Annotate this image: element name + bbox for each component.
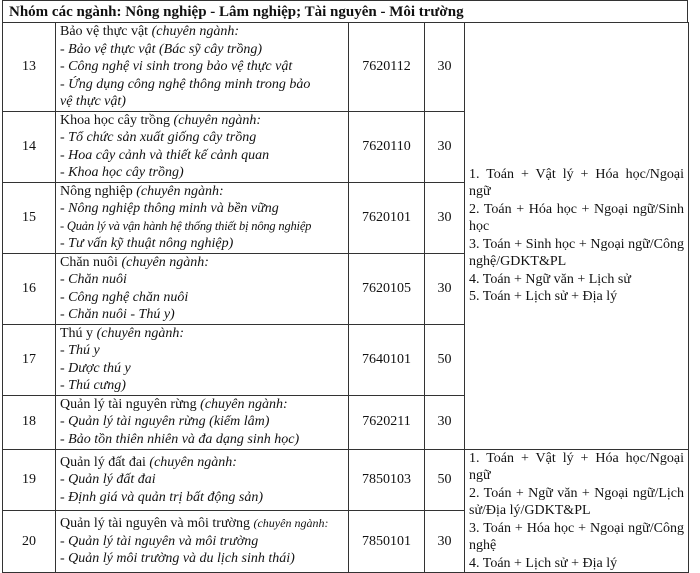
- subject-combinations-cell: [465, 449, 689, 573]
- row-number: 17: [3, 324, 56, 395]
- specialization-item: - Quản lý tài nguyên và môi trường: [60, 533, 259, 549]
- subject-combination: 3. Toán + Sinh học + Ngoại ngữ/Công nghệ/GDKT&PL: [469, 236, 684, 270]
- quota: 30: [425, 395, 465, 449]
- major-code: 7640101: [349, 324, 425, 395]
- specialization-item: - Quản lý môi trường và du lịch sinh thái): [60, 551, 295, 567]
- specialization-label: (chuyên ngành:: [96, 325, 185, 341]
- specialization-item: - Công nghệ chăn nuôi: [60, 289, 189, 305]
- specialization-item: - Công nghệ vi sinh trong bảo vệ thực vật: [60, 59, 293, 74]
- specialization-item: - Bảo tồn thiên nhiên và đa dạng sinh học): [60, 431, 300, 447]
- subject-combination: 2. Toán + Ngữ văn + Ngoại ngữ/Lịch sử/Địa lý/GDKT&PL: [469, 485, 684, 518]
- group-title: Nhóm các ngành: Nông nghiệp - Lâm nghiệp; Tài nguyên - Môi trường: [2, 0, 688, 22]
- major-name: Quản lý tài nguyên rừng: [60, 396, 197, 412]
- subject-combination: 4. Toán + Lịch sử + Địa lý: [469, 555, 618, 571]
- row-number: 16: [3, 253, 56, 324]
- major-cell: [56, 182, 349, 253]
- specialization-label: (chuyên ngành:: [136, 183, 224, 199]
- row-number: 18: [3, 395, 56, 449]
- major-name: Chăn nuôi: [60, 254, 118, 270]
- subject-combination: 1. Toán + Vật lý + Hóa học/Ngoại ngữ: [469, 166, 684, 200]
- major-code: 7620110: [349, 111, 425, 182]
- major-cell: [56, 324, 349, 395]
- major-cell: [56, 253, 349, 324]
- specialization-label: (chuyên ngành:: [151, 24, 240, 39]
- quota: 30: [425, 23, 465, 112]
- subject-combination: 5. Toán + Lịch sử + Địa lý: [469, 289, 618, 305]
- admissions-table-section: [2, 0, 698, 571]
- major-cell: [56, 449, 349, 511]
- specialization-item: - Chăn nuôi - Thú y): [60, 307, 175, 322]
- specialization-item: vệ thực vật): [60, 94, 126, 109]
- specialization-item: - Định giá và quản trị bất động sản): [60, 489, 263, 505]
- major-cell: [56, 23, 349, 112]
- quota: 30: [425, 253, 465, 324]
- programs-table: [2, 22, 689, 573]
- specialization-item: - Nông nghiệp thông minh và bền vững: [60, 201, 279, 216]
- major-code: 7850103: [349, 449, 425, 511]
- specialization-item: - Quản lý tài nguyên rừng (kiểm lâm): [60, 414, 270, 430]
- major-cell: [56, 395, 349, 449]
- specialization-item: - Ứng dụng công nghệ thông minh trong bảo: [60, 76, 311, 92]
- specialization-item: - Khoa học cây trồng): [60, 165, 184, 180]
- subject-combination: 1. Toán + Vật lý + Hóa học/Ngoại ngữ: [469, 450, 684, 483]
- subject-combination: 2. Toán + Hóa học + Ngoại ngữ/Sinh học: [469, 201, 684, 235]
- specialization-item: - Chăn nuôi: [60, 272, 127, 287]
- specialization-label: (chuyên ngành:: [173, 112, 261, 128]
- specialization-item: - Thú cưng): [60, 378, 126, 393]
- specialization-item: - Quản lý và vận hành hệ thống thiết bị nông nghiệp: [60, 218, 312, 233]
- row-number: 15: [3, 182, 56, 253]
- major-code: 7850101: [349, 511, 425, 573]
- subject-combinations-cell: [465, 23, 689, 450]
- quota: 30: [425, 511, 465, 573]
- specialization-item: - Tổ chức sản xuất giống cây trồng: [60, 130, 257, 145]
- major-name: Khoa học cây trồng: [60, 112, 171, 128]
- quota: 50: [425, 324, 465, 395]
- specialization-item: - Bảo vệ thực vật (Bác sỹ cây trồng): [60, 41, 263, 57]
- specialization-item: - Thú y: [60, 343, 100, 358]
- quota: 30: [425, 182, 465, 253]
- row-number: 13: [3, 23, 56, 112]
- major-name: Quản lý đất đai: [60, 454, 146, 470]
- subject-combination: 3. Toán + Hóa học + Ngoại ngữ/Công nghệ: [469, 520, 684, 553]
- major-name: Thú y: [60, 325, 94, 341]
- specialization-label: (chuyên ngành:: [253, 516, 329, 531]
- major-code: 7620101: [349, 182, 425, 253]
- row-number: 14: [3, 111, 56, 182]
- major-cell: [56, 511, 349, 573]
- specialization-label: (chuyên ngành:: [149, 454, 237, 470]
- specialization-label: (chuyên ngành:: [121, 254, 209, 270]
- major-name: Quản lý tài nguyên và môi trường: [60, 516, 250, 532]
- major-name: Bảo vệ thực vật: [60, 24, 149, 39]
- quota: 30: [425, 111, 465, 182]
- major-code: 7620211: [349, 395, 425, 449]
- major-code: 7620112: [349, 23, 425, 112]
- specialization-item: - Quản lý đất đai: [60, 472, 156, 488]
- subject-combination: 4. Toán + Ngữ văn + Lịch sử: [469, 271, 631, 287]
- specialization-item: - Hoa cây cảnh và thiết kế cảnh quan: [60, 147, 270, 163]
- table-row: [3, 449, 689, 511]
- specialization-item: - Dược thú y: [60, 360, 131, 376]
- major-code: 7620105: [349, 253, 425, 324]
- major-cell: [56, 111, 349, 182]
- specialization-label: (chuyên ngành:: [200, 396, 288, 412]
- row-number: 19: [3, 449, 56, 511]
- major-name: Nông nghiệp: [60, 183, 133, 199]
- quota: 50: [425, 449, 465, 511]
- row-number: 20: [3, 511, 56, 573]
- specialization-item: - Tư vấn kỹ thuật nông nghiệp): [60, 236, 234, 251]
- table-row: [3, 23, 689, 112]
